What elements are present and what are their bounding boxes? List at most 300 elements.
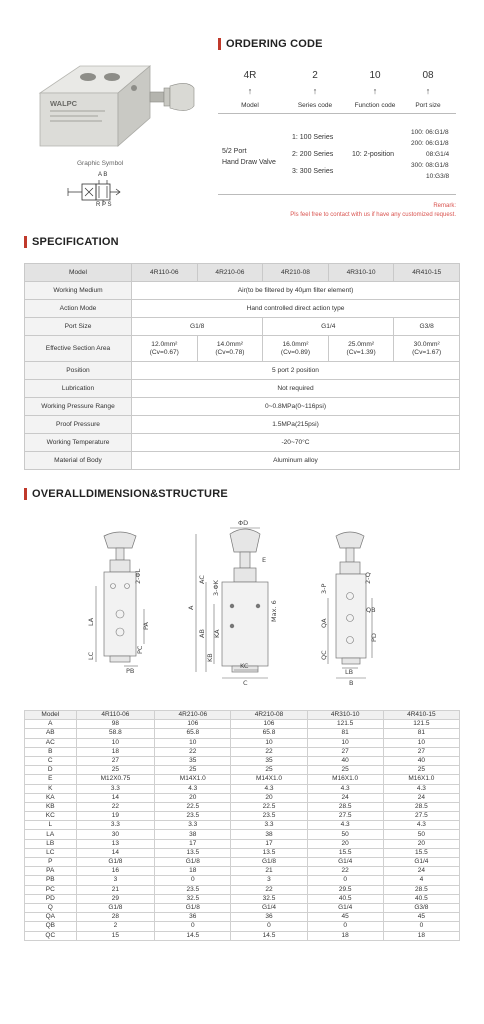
dim-table-row (25, 738, 460, 747)
dim-table-row (25, 766, 460, 775)
arrow-up-icon: ↑ (247, 86, 253, 96)
dim-value-cell: 36 (155, 913, 231, 922)
dim-label: QC (320, 650, 328, 660)
dim-value-cell: 18 (155, 867, 231, 876)
spec-row (25, 362, 460, 380)
spec-row (25, 434, 460, 452)
dim-value-cell: 65.8 (231, 729, 307, 738)
dim-value-cell: 3.3 (231, 821, 307, 830)
spec-row (25, 282, 460, 300)
dim-value-cell: 45 (307, 913, 383, 922)
spec-value (328, 336, 394, 362)
spec-header-row (25, 264, 460, 282)
dim-value-cell: 22 (307, 867, 383, 876)
dim-value-cell: 22.5 (231, 802, 307, 811)
dim-param-cell: PA (25, 867, 77, 876)
dim-value-cell: G1/8 (231, 858, 307, 867)
dim-header-cell: Model (25, 711, 77, 720)
title-accent-bar (24, 236, 27, 248)
dim-value-cell: 0 (307, 922, 383, 931)
label-model: Model (241, 102, 259, 109)
dim-label: AC (198, 575, 206, 584)
dim-table-row (25, 784, 460, 793)
dim-label: 2-ΦL (134, 568, 142, 584)
dim-value-cell: 3 (231, 876, 307, 885)
port-option-1: 100: 06:G1/8 (411, 129, 449, 136)
dim-value-cell: 23.5 (155, 885, 231, 894)
dim-value-cell: 4.3 (383, 784, 459, 793)
dim-value-cell: M16X1.0 (383, 775, 459, 784)
dim-param-cell: LB (25, 839, 77, 848)
dim-value-cell: 22 (231, 885, 307, 894)
spec-value: G1/4 (263, 318, 394, 336)
dim-value-cell: 121.5 (383, 720, 459, 729)
dim-table-row (25, 885, 460, 894)
side-view-drawing (187, 519, 278, 687)
symbol-ports-top: A B (98, 172, 108, 178)
dim-table-row (25, 747, 460, 756)
dim-value-cell: 32.5 (155, 894, 231, 903)
dimension-title-text: OVERALLDIMENSION&STRUCTURE (32, 488, 228, 500)
port-option-2: 200: 06:G1/8 (411, 140, 449, 147)
dim-value-cell: 28.5 (383, 802, 459, 811)
dim-value-cell: 29.5 (307, 885, 383, 894)
spec-value: Hand controlled direct action type (132, 300, 460, 318)
dim-value-cell: 28.5 (307, 802, 383, 811)
dim-value-cell: 25 (155, 766, 231, 775)
dimension-title (24, 488, 228, 500)
spec-row (25, 300, 460, 318)
dim-value-cell: 20 (383, 839, 459, 848)
port-option-4: 300: 08:G1/8 (411, 162, 449, 169)
spec-cv: (Cv=0.89) (280, 348, 311, 356)
model-desc-line1: 5/2 Port (222, 148, 247, 155)
dim-value-cell: 40.5 (307, 894, 383, 903)
product-photo (30, 58, 210, 158)
dim-label: LA (87, 617, 95, 626)
dim-value-cell: 3 (76, 876, 155, 885)
spec-area: 30.0mm² (413, 340, 440, 348)
dim-value-cell: 18 (76, 747, 155, 756)
dim-table-row (25, 903, 460, 912)
dim-table-row (25, 793, 460, 802)
dim-param-cell: AB (25, 729, 77, 738)
spec-row (25, 380, 460, 398)
dim-value-cell: 14 (76, 793, 155, 802)
dim-value-cell: 28.5 (383, 885, 459, 894)
dim-label: ΦD (238, 519, 249, 527)
spec-value (197, 336, 263, 362)
dim-value-cell: 106 (155, 720, 231, 729)
dim-table-row (25, 913, 460, 922)
dim-param-cell: A (25, 720, 77, 729)
end-view-drawing (320, 532, 378, 687)
spec-value: 1.5MPa(215psi) (132, 416, 460, 434)
graphic-symbol (58, 172, 138, 210)
dim-value-cell: G1/4 (307, 903, 383, 912)
dim-table-row (25, 812, 460, 821)
dim-header-cell: 4R410-15 (383, 711, 459, 720)
dim-value-cell: 13.5 (231, 848, 307, 857)
spec-label: Effective Section Area (25, 336, 132, 362)
dim-param-cell: QC (25, 931, 77, 940)
spec-header-cell: Model (25, 264, 132, 282)
dim-value-cell: 13.5 (155, 848, 231, 857)
spec-value: G1/8 (132, 318, 263, 336)
dim-label: C (243, 679, 248, 687)
dim-label: PB (126, 667, 135, 675)
spec-label: Lubrication (25, 380, 132, 398)
dim-value-cell: 27 (307, 747, 383, 756)
arrow-up-icon: ↑ (372, 86, 378, 96)
spec-cv: (Cv=0.78) (215, 348, 245, 356)
dim-value-cell: 20 (155, 793, 231, 802)
dim-value-cell: 18 (307, 931, 383, 940)
function-option: 10: 2-position (352, 151, 395, 158)
dim-value-cell: 98 (76, 720, 155, 729)
dim-label: 3-ΦK (212, 580, 220, 596)
dim-param-cell: QB (25, 922, 77, 931)
dim-label: 2-Q (364, 572, 372, 584)
dim-table-row (25, 720, 460, 729)
dim-label: B (349, 679, 354, 687)
dim-value-cell: 65.8 (155, 729, 231, 738)
spec-cv: (Cv=1.39) (346, 348, 376, 356)
label-function: Function code (354, 102, 396, 109)
dim-value-cell: 4.3 (231, 784, 307, 793)
dim-value-cell: 38 (155, 830, 231, 839)
dim-param-cell: LA (25, 830, 77, 839)
dim-value-cell: 23.5 (231, 812, 307, 821)
dim-value-cell: 27.5 (307, 812, 383, 821)
dim-param-cell: KA (25, 793, 77, 802)
dim-value-cell: M14X1.0 (231, 775, 307, 784)
spec-value: Air(to be filtered by 40μm filter element) (132, 282, 460, 300)
dim-param-cell: PB (25, 876, 77, 885)
dim-value-cell: M12X0.75 (76, 775, 155, 784)
dim-value-cell: 106 (231, 720, 307, 729)
dim-value-cell: 10 (76, 738, 155, 747)
dim-value-cell: 81 (383, 729, 459, 738)
dim-value-cell: 45 (383, 913, 459, 922)
front-view-drawing (87, 532, 150, 675)
dim-value-cell: 27 (383, 747, 459, 756)
dim-value-cell: 25 (231, 766, 307, 775)
dim-value-cell: 22.5 (155, 802, 231, 811)
dim-value-cell: G1/8 (155, 858, 231, 867)
spec-value (263, 336, 329, 362)
dim-label: PD (370, 633, 378, 642)
port-option-5: 10:G3/8 (426, 173, 450, 180)
dim-table-row (25, 922, 460, 931)
dim-table-row (25, 830, 460, 839)
dim-table-row (25, 802, 460, 811)
dim-value-cell: 16 (76, 867, 155, 876)
spec-row (25, 398, 460, 416)
spec-label: Working Medium (25, 282, 132, 300)
code-port: 08 (422, 70, 434, 81)
dim-label: PC (136, 645, 144, 654)
dim-value-cell: G1/8 (155, 903, 231, 912)
dim-header-cell: 4R110-06 (76, 711, 155, 720)
dim-label: QA (320, 618, 328, 628)
dim-label: E (262, 556, 267, 564)
spec-header-cell: 4R310-10 (328, 264, 394, 282)
dim-table-row (25, 894, 460, 903)
dim-value-cell: 28 (76, 913, 155, 922)
dim-value-cell: 4.3 (383, 821, 459, 830)
spec-label: Material of Body (25, 452, 132, 470)
dim-value-cell: 23.5 (155, 812, 231, 821)
dim-value-cell: 14.5 (231, 931, 307, 940)
dim-value-cell: 20 (307, 839, 383, 848)
dim-param-cell: K (25, 784, 77, 793)
dim-value-cell: 25 (383, 766, 459, 775)
dim-label: AB (198, 629, 206, 638)
dim-param-cell: P (25, 858, 77, 867)
dimension-table (24, 710, 460, 941)
arrow-up-icon: ↑ (312, 86, 318, 96)
dim-value-cell: 35 (231, 756, 307, 765)
dim-value-cell: G1/4 (383, 858, 459, 867)
dim-value-cell: 27.5 (383, 812, 459, 821)
spec-row (25, 452, 460, 470)
dim-label: 3-P (320, 583, 328, 594)
dim-value-cell: 40 (383, 756, 459, 765)
dim-value-cell: 29 (76, 894, 155, 903)
series-option-1: 1: 100 Series (292, 134, 334, 141)
series-option-3: 3: 300 Series (292, 168, 334, 175)
dim-value-cell: 3.3 (76, 784, 155, 793)
dim-value-cell: 0 (231, 922, 307, 931)
dim-value-cell: 27 (76, 756, 155, 765)
spec-value: 5 port 2 position (132, 362, 460, 380)
dim-param-cell: C (25, 756, 77, 765)
dim-value-cell: G1/4 (231, 903, 307, 912)
dim-label: LB (345, 668, 354, 676)
dim-table-row (25, 848, 460, 857)
spec-label: Port Size (25, 318, 132, 336)
dim-label: KA (213, 629, 221, 638)
product-brand: WALPC (50, 99, 78, 108)
graphic-symbol-label: Graphic Symbol (77, 160, 124, 167)
dim-value-cell: 22 (76, 802, 155, 811)
dim-value-cell: 35 (155, 756, 231, 765)
dim-value-cell: 22 (155, 747, 231, 756)
spec-cv: (Cv=0.67) (149, 348, 179, 356)
dim-value-cell: 4.3 (307, 821, 383, 830)
spec-label: Working Temperature (25, 434, 132, 452)
dim-value-cell: G1/8 (76, 903, 155, 912)
spec-label: Proof Pressure (25, 416, 132, 434)
spec-header-cell: 4R410-15 (394, 264, 460, 282)
dim-value-cell: 3.3 (76, 821, 155, 830)
dim-label: Max. 6 (270, 600, 278, 622)
dim-param-cell: KB (25, 802, 77, 811)
dimension-drawings (0, 514, 484, 690)
dim-value-cell: 18 (383, 931, 459, 940)
dim-label: KC (240, 662, 249, 670)
dim-label: A (187, 605, 195, 610)
dim-param-cell: LC (25, 848, 77, 857)
spec-area: 12.0mm² (151, 340, 178, 348)
dim-value-cell: 10 (307, 738, 383, 747)
dim-value-cell: 4 (383, 876, 459, 885)
spec-row (25, 416, 460, 434)
remark-text: Pls feel free to contact with us if have any customized request. (290, 212, 456, 218)
dim-param-cell: QA (25, 913, 77, 922)
dim-value-cell: G1/8 (76, 858, 155, 867)
spec-cv: (Cv=1.67) (412, 348, 442, 356)
dim-param-cell: L (25, 821, 77, 830)
dim-table-row (25, 756, 460, 765)
spec-value (132, 336, 198, 362)
dim-param-cell: AC (25, 738, 77, 747)
dim-value-cell: G3/8 (383, 903, 459, 912)
spec-value: G3/8 (394, 318, 460, 336)
code-function: 10 (369, 70, 381, 81)
dim-value-cell: 13 (76, 839, 155, 848)
dim-value-cell: 81 (307, 729, 383, 738)
dim-param-cell: D (25, 766, 77, 775)
remark-label: Remark: (433, 203, 456, 209)
dim-value-cell: 38 (231, 830, 307, 839)
dim-header-cell: 4R210-08 (231, 711, 307, 720)
dim-value-cell: 4.3 (307, 784, 383, 793)
dim-label: QB (366, 606, 376, 614)
dim-value-cell: 14 (76, 848, 155, 857)
spec-area: 14.0mm² (216, 340, 243, 348)
dim-table-row (25, 876, 460, 885)
specification-title-text: SPECIFICATION (32, 236, 119, 248)
dim-value-cell: 0 (155, 922, 231, 931)
dim-value-cell: 15.5 (383, 848, 459, 857)
spec-area: 25.0mm² (348, 340, 375, 348)
dim-value-cell: 36 (231, 913, 307, 922)
dim-table-row (25, 858, 460, 867)
dim-value-cell: G1/4 (307, 858, 383, 867)
dim-value-cell: 50 (307, 830, 383, 839)
dim-value-cell: 4.3 (155, 784, 231, 793)
dim-value-cell: 17 (231, 839, 307, 848)
dim-value-cell: M14X1.0 (155, 775, 231, 784)
code-series: 2 (312, 70, 318, 81)
dim-value-cell: 21 (76, 885, 155, 894)
specification-title (24, 236, 119, 248)
spec-value: 0~0.8MPa(0~116psi) (132, 398, 460, 416)
dim-value-cell: 0 (307, 876, 383, 885)
dim-value-cell: 10 (383, 738, 459, 747)
dim-value-cell: 15 (76, 931, 155, 940)
label-port: Port size (415, 102, 441, 109)
dim-param-cell: KC (25, 812, 77, 821)
spec-value: -20~70°C (132, 434, 460, 452)
spec-value (394, 336, 460, 362)
dim-value-cell: 19 (76, 812, 155, 821)
spec-header-cell: 4R210-06 (197, 264, 263, 282)
specification-table (24, 263, 460, 470)
dim-value-cell: 0 (155, 876, 231, 885)
dim-value-cell: 20 (231, 793, 307, 802)
ordering-divider-top (218, 113, 456, 114)
dim-value-cell: 58.8 (76, 729, 155, 738)
dim-value-cell: 10 (155, 738, 231, 747)
dim-header-cell: 4R210-06 (155, 711, 231, 720)
dim-param-cell: PD (25, 894, 77, 903)
spec-value: Not required (132, 380, 460, 398)
spec-row (25, 336, 460, 362)
dim-param-cell: Q (25, 903, 77, 912)
dim-table-row (25, 839, 460, 848)
dim-value-cell: 25 (76, 766, 155, 775)
dim-value-cell: 21 (231, 867, 307, 876)
code-model: 4R (243, 70, 257, 81)
dim-value-cell: 15.5 (307, 848, 383, 857)
dim-label: KB (206, 653, 214, 662)
dim-value-cell: 40 (307, 756, 383, 765)
series-option-2: 2: 200 Series (292, 151, 334, 158)
dim-table-row (25, 729, 460, 738)
dim-value-cell: 17 (155, 839, 231, 848)
dim-value-cell: 14.5 (155, 931, 231, 940)
dim-param-cell: PC (25, 885, 77, 894)
title-accent-bar (218, 38, 221, 50)
ordering-divider-bottom (218, 194, 456, 195)
dim-value-cell: 32.5 (231, 894, 307, 903)
dim-header-cell: 4R310-10 (307, 711, 383, 720)
label-series: Series code (297, 102, 333, 109)
title-accent-bar (24, 488, 27, 500)
dim-value-cell: 24 (383, 793, 459, 802)
dim-value-cell: 25 (307, 766, 383, 775)
spec-value: Aluminum alloy (132, 452, 460, 470)
dim-value-cell: 40.5 (383, 894, 459, 903)
spec-label: Action Mode (25, 300, 132, 318)
dim-value-cell: 30 (76, 830, 155, 839)
dim-value-cell: 3.3 (155, 821, 231, 830)
spec-label: Position (25, 362, 132, 380)
dim-value-cell: 24 (307, 793, 383, 802)
spec-header-cell: 4R210-08 (263, 264, 329, 282)
dim-param-cell: E (25, 775, 77, 784)
dim-value-cell: 10 (231, 738, 307, 747)
dim-value-cell: 50 (383, 830, 459, 839)
dim-value-cell: 24 (383, 867, 459, 876)
spec-row (25, 318, 460, 336)
dim-table-row (25, 821, 460, 830)
dim-table-row (25, 775, 460, 784)
arrow-up-icon: ↑ (425, 86, 431, 96)
dim-value-cell: M16X1.0 (307, 775, 383, 784)
dim-label: PA (142, 622, 150, 630)
dim-value-cell: 22 (231, 747, 307, 756)
dim-param-cell: B (25, 747, 77, 756)
port-option-3: 08:G1/4 (426, 151, 450, 158)
dim-value-cell: 0 (383, 922, 459, 931)
dim-value-cell: 121.5 (307, 720, 383, 729)
symbol-ports-bottom: R P S (96, 202, 112, 208)
ordering-code-title (218, 38, 323, 50)
dim-header-row (25, 711, 460, 720)
ordering-code-title-text: ORDERING CODE (226, 38, 323, 50)
spec-label: Working Pressure Range (25, 398, 132, 416)
dim-table-row (25, 867, 460, 876)
spec-area: 16.0mm² (282, 340, 309, 348)
dim-table-row (25, 931, 460, 940)
spec-header-cell: 4R110-06 (132, 264, 198, 282)
model-desc-line2: Hand Draw Valve (222, 159, 276, 166)
dim-label: LC (87, 651, 95, 660)
